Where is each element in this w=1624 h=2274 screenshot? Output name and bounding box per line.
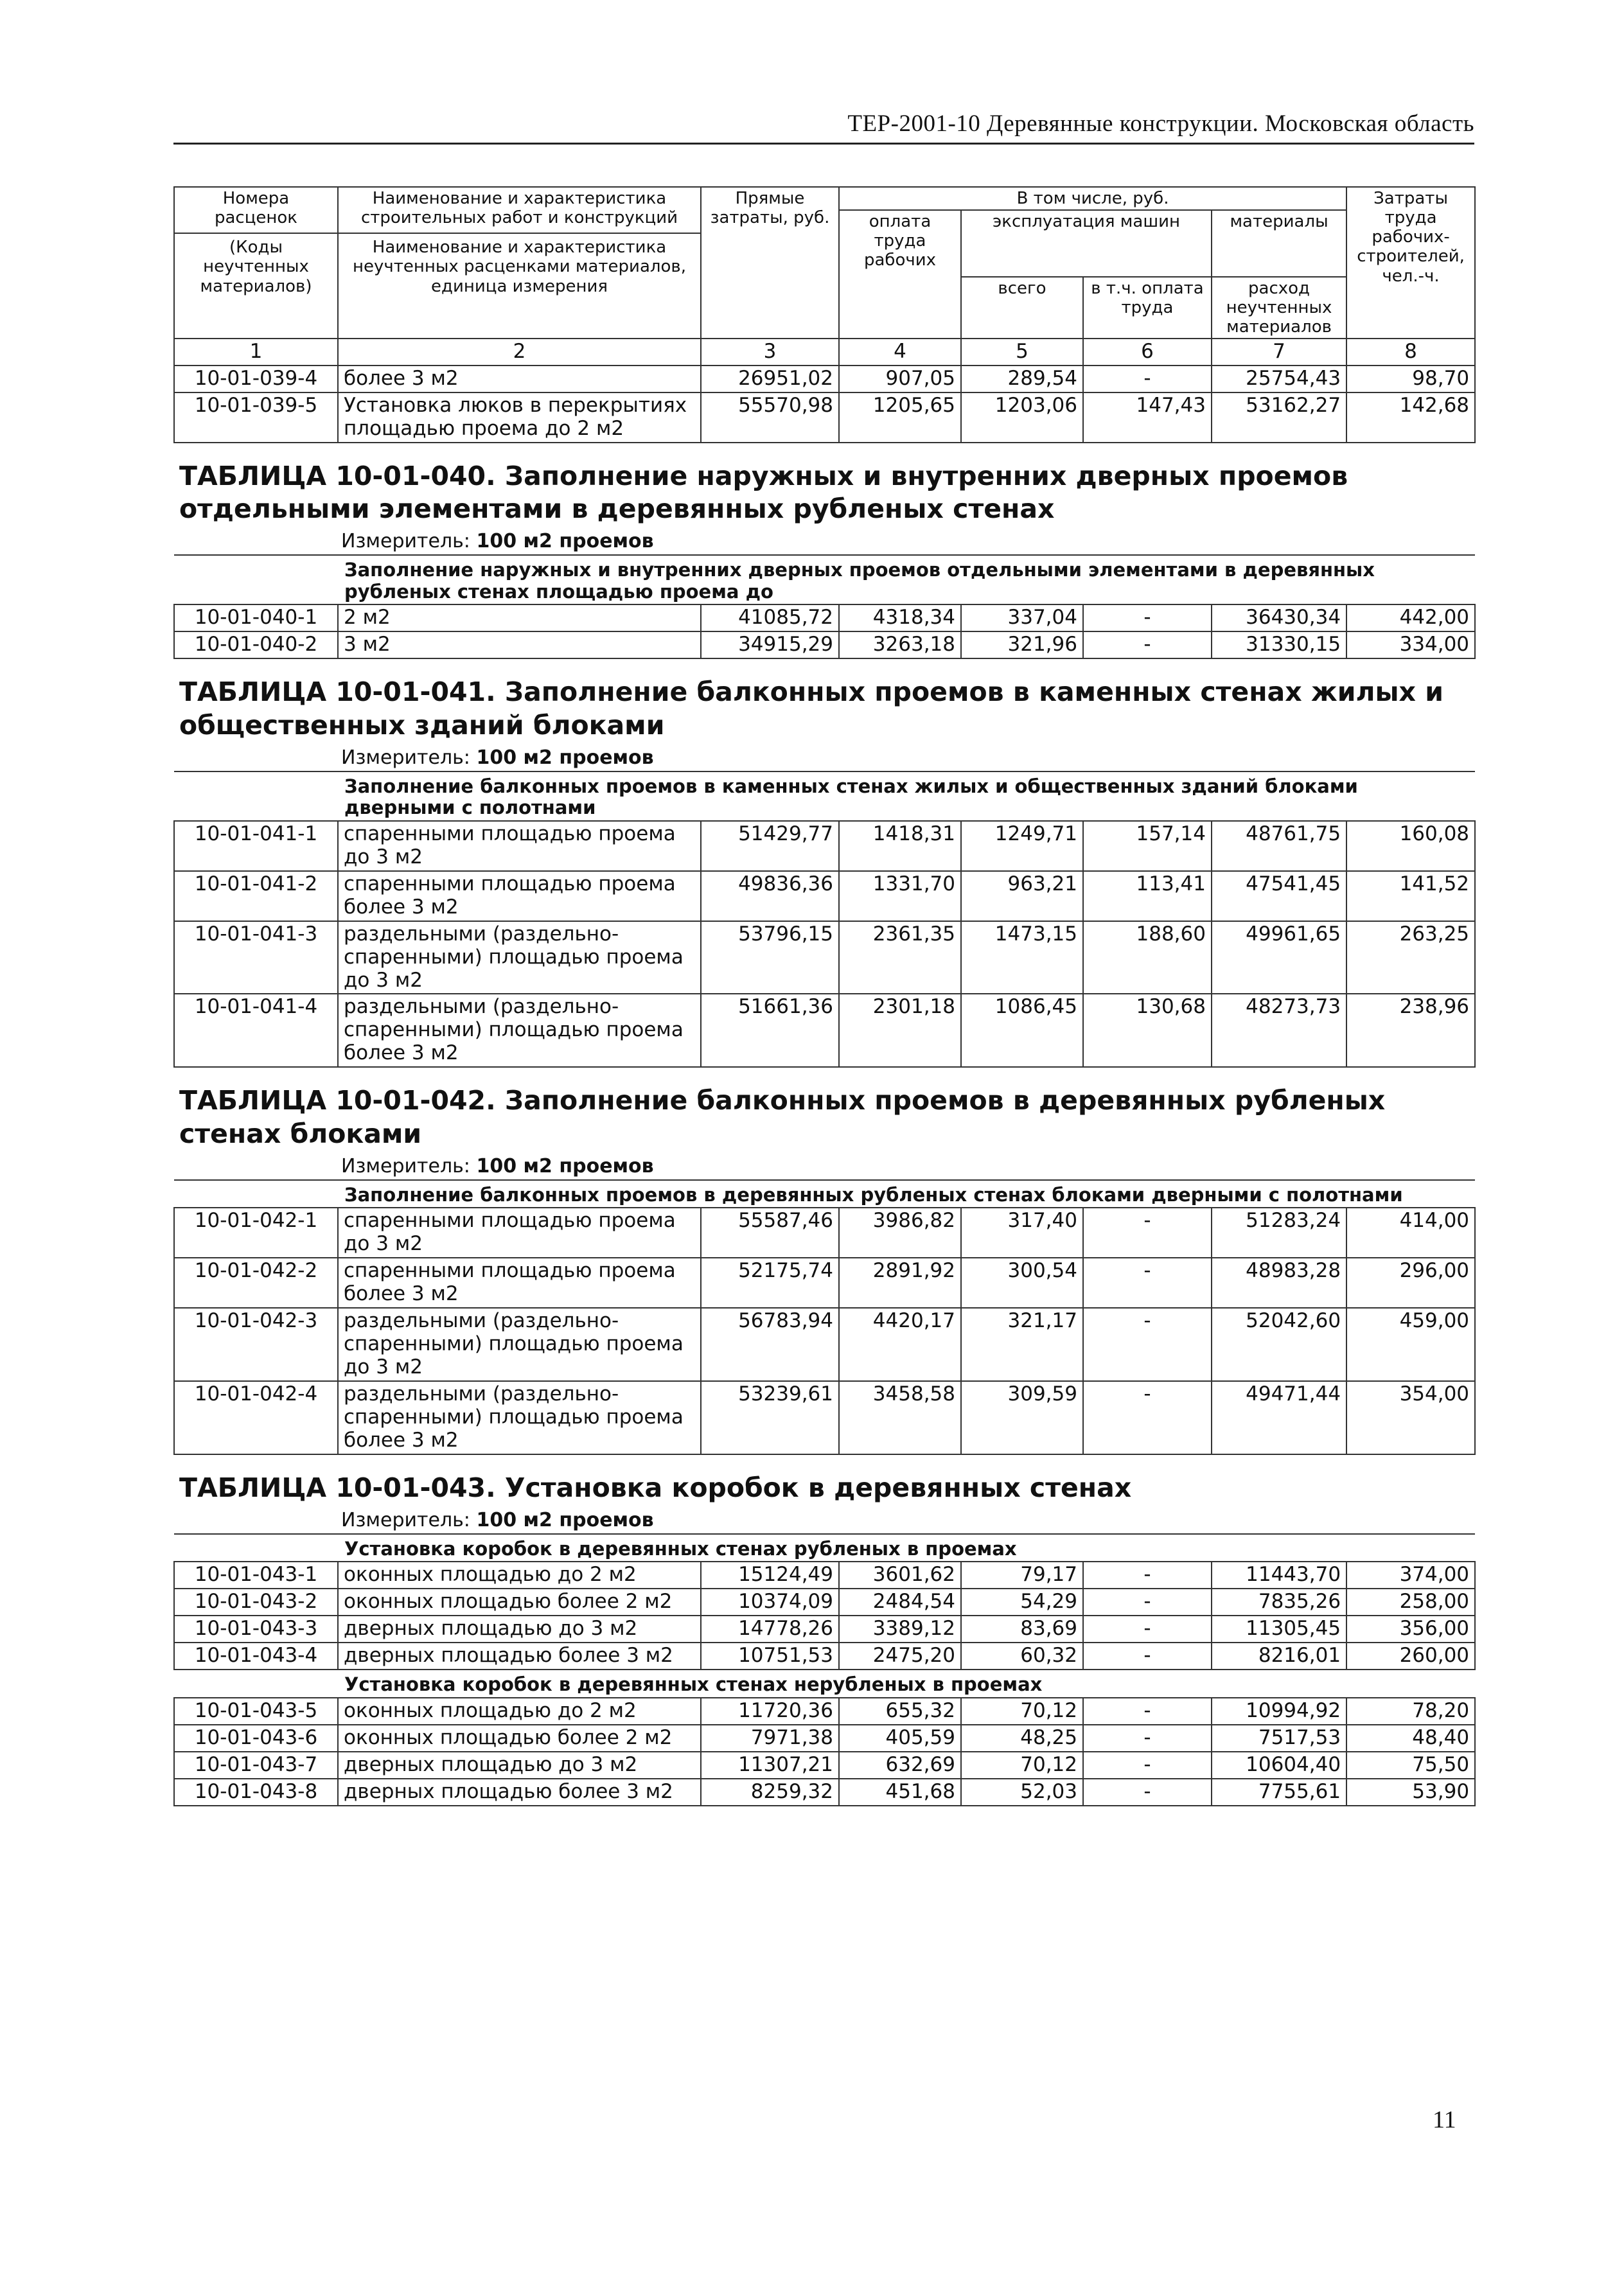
table-row: [174, 921, 1475, 994]
col-header-materials: материалы: [1212, 210, 1346, 276]
value-pay: 632,69: [839, 1752, 961, 1779]
value-direct: 51429,77: [701, 821, 839, 871]
value-mat: 53162,27: [1212, 392, 1346, 443]
value-pay: 2361,35: [839, 921, 961, 994]
value-pay: 1331,70: [839, 871, 961, 921]
value-labor: 142,68: [1346, 392, 1475, 443]
column-numbers-row: [174, 339, 1475, 366]
table-row: [174, 1725, 1475, 1752]
measure-value: 100 м2 проемов: [476, 1509, 654, 1532]
value-labor: 160,08: [1346, 821, 1475, 871]
col-header-incl: В том числе, руб.: [839, 187, 1346, 210]
col-number: 4: [839, 339, 961, 366]
col-header-m-total: всего: [961, 277, 1083, 339]
col-number: 3: [701, 339, 839, 366]
rate-code: 10-01-042-2: [174, 1258, 338, 1308]
value-pay: 2484,54: [839, 1589, 961, 1616]
value-pay: 2475,20: [839, 1643, 961, 1670]
rate-name: спаренными площадью проема более 3 м2: [338, 871, 701, 921]
value-mat: 51283,24: [1212, 1208, 1346, 1258]
value-mpay: -: [1083, 604, 1212, 631]
value-mat: 7835,26: [1212, 1589, 1346, 1616]
value-direct: 49836,36: [701, 871, 839, 921]
rates-table: [173, 186, 1476, 1806]
value-mat: 11305,45: [1212, 1616, 1346, 1643]
rate-code: 10-01-043-6: [174, 1725, 338, 1752]
subsection-row: [174, 1534, 1475, 1562]
table-row: [174, 1643, 1475, 1670]
rate-name: 3 м2: [338, 631, 701, 658]
measure-value: 100 м2 проемов: [476, 530, 654, 553]
value-pay: 3986,82: [839, 1208, 961, 1258]
value-pay: 451,68: [839, 1779, 961, 1806]
rate-code: 10-01-040-2: [174, 631, 338, 658]
table-row: [174, 1589, 1475, 1616]
value-direct: 10374,09: [701, 1589, 839, 1616]
col-header-codes: [174, 187, 338, 339]
rate-name: 2 м2: [338, 604, 701, 631]
rate-name: раздельными (раздельно-спаренными) площадью проема до 3 м2: [338, 921, 701, 994]
measure-row: [174, 746, 1475, 771]
value-mach: 1086,45: [961, 994, 1083, 1067]
table-row: [174, 1258, 1475, 1308]
measure-label: Измеритель:: [341, 530, 470, 553]
value-mach: 48,25: [961, 1725, 1083, 1752]
subsection-title: Заполнение балконных проемов в деревянных рубленых стенах блоками дверными с полотнами: [174, 1180, 1475, 1208]
subsection-title: Установка коробок в деревянных стенах нерубленых в проемах: [174, 1670, 1475, 1698]
value-pay: 1205,65: [839, 392, 961, 443]
table-title-row: [174, 1067, 1475, 1154]
value-mat: 10604,40: [1212, 1752, 1346, 1779]
col-number: 2: [338, 339, 701, 366]
value-mpay: -: [1083, 1208, 1212, 1258]
value-mpay: -: [1083, 1308, 1212, 1381]
col-header-codes-b: (Коды неучтенных материалов): [175, 233, 337, 295]
value-mach: 79,17: [961, 1562, 1083, 1589]
value-mat: 7517,53: [1212, 1725, 1346, 1752]
value-mat: 48273,73: [1212, 994, 1346, 1067]
value-mach: 289,54: [961, 366, 1083, 392]
table-row: [174, 871, 1475, 921]
value-pay: 1418,31: [839, 821, 961, 871]
value-mach: 309,59: [961, 1381, 1083, 1454]
table-row: [174, 1308, 1475, 1381]
rate-code: 10-01-043-5: [174, 1698, 338, 1725]
subsection-title: Заполнение балконных проемов в каменных стенах жилых и общественных зданий блоками дверными с полотнами: [174, 771, 1475, 821]
table-row: [174, 1752, 1475, 1779]
value-mach: 1203,06: [961, 392, 1083, 443]
value-pay: 405,59: [839, 1725, 961, 1752]
header-row: [174, 187, 1475, 210]
table-row: [174, 1208, 1475, 1258]
value-mat: 11443,70: [1212, 1562, 1346, 1589]
value-mach: 54,29: [961, 1589, 1083, 1616]
rate-name: дверных площадью более 3 м2: [338, 1643, 701, 1670]
table-row: [174, 604, 1475, 631]
rate-name: раздельными (раздельно-спаренными) площадью проема более 3 м2: [338, 994, 701, 1067]
value-pay: 2301,18: [839, 994, 961, 1067]
rate-code: 10-01-043-7: [174, 1752, 338, 1779]
value-mpay: -: [1083, 1562, 1212, 1589]
rate-name: спаренными площадью проема до 3 м2: [338, 821, 701, 871]
rate-name: раздельными (раздельно-спаренными) площадью проема более 3 м2: [338, 1381, 701, 1454]
table-row: [174, 1562, 1475, 1589]
value-labor: 98,70: [1346, 366, 1475, 392]
subsection-row: [174, 1180, 1475, 1208]
value-direct: 8259,32: [701, 1779, 839, 1806]
value-mat: 25754,43: [1212, 366, 1346, 392]
value-mach: 60,32: [961, 1643, 1083, 1670]
value-mpay: 157,14: [1083, 821, 1212, 871]
value-mat: 10994,92: [1212, 1698, 1346, 1725]
measure-value: 100 м2 проемов: [476, 1154, 654, 1177]
value-mpay: -: [1083, 1752, 1212, 1779]
rate-name: спаренными площадью проема более 3 м2: [338, 1258, 701, 1308]
measure-label: Измеритель:: [341, 1154, 470, 1177]
value-labor: 263,25: [1346, 921, 1475, 994]
rate-name: дверных площадью до 3 м2: [338, 1752, 701, 1779]
table-row: [174, 1698, 1475, 1725]
col-header-machines: эксплуатация машин: [961, 210, 1212, 276]
value-pay: 2891,92: [839, 1258, 961, 1308]
value-labor: 459,00: [1346, 1308, 1475, 1381]
rate-name: Установка люков в перекрытиях площадью проема до 2 м2: [338, 392, 701, 443]
value-pay: 655,32: [839, 1698, 961, 1725]
value-pay: 3458,58: [839, 1381, 961, 1454]
rate-code: 10-01-040-1: [174, 604, 338, 631]
col-header-codes-a: Номера расценок: [214, 189, 298, 228]
col-number: 7: [1212, 339, 1346, 366]
value-mat: 36430,34: [1212, 604, 1346, 631]
value-mat: 48761,75: [1212, 821, 1346, 871]
value-mach: 70,12: [961, 1752, 1083, 1779]
rate-name: оконных площадью до 2 м2: [338, 1698, 701, 1725]
value-pay: 4318,34: [839, 604, 961, 631]
table-row: [174, 1616, 1475, 1643]
rate-code: 10-01-043-4: [174, 1643, 338, 1670]
value-direct: 26951,02: [701, 366, 839, 392]
value-mpay: -: [1083, 1589, 1212, 1616]
rate-code: 10-01-039-4: [174, 366, 338, 392]
rate-code: 10-01-041-4: [174, 994, 338, 1067]
table-title-row: [174, 658, 1475, 746]
rate-code: 10-01-042-3: [174, 1308, 338, 1381]
value-mpay: -: [1083, 1643, 1212, 1670]
value-pay: 4420,17: [839, 1308, 961, 1381]
value-mpay: -: [1083, 1779, 1212, 1806]
measure-row: [174, 1154, 1475, 1180]
value-labor: 356,00: [1346, 1616, 1475, 1643]
table-title: ТАБЛИЦА 10-01-041. Заполнение балконных проемов в каменных стенах жилых и общественных зданий блоками: [179, 676, 1443, 741]
rate-code: 10-01-039-5: [174, 392, 338, 443]
measure-label: Измеритель:: [341, 1509, 470, 1532]
value-labor: 141,52: [1346, 871, 1475, 921]
col-header-pay: оплата труда рабочих: [839, 210, 961, 339]
value-pay: 3601,62: [839, 1562, 961, 1589]
value-labor: 238,96: [1346, 994, 1475, 1067]
measure-row: [174, 1508, 1475, 1534]
table-title: ТАБЛИЦА 10-01-042. Заполнение балконных проемов в деревянных рубленых стенах блоками: [179, 1085, 1386, 1149]
col-header-name-a: Наименование и характеристика строительных работ и конструкций: [360, 189, 678, 228]
value-mpay: -: [1083, 1381, 1212, 1454]
rate-name: оконных площадью более 2 м2: [338, 1725, 701, 1752]
value-mpay: -: [1083, 1616, 1212, 1643]
value-direct: 55587,46: [701, 1208, 839, 1258]
col-header-direct: Прямые затраты, руб.: [701, 187, 839, 339]
value-mpay: 188,60: [1083, 921, 1212, 994]
value-mach: 337,04: [961, 604, 1083, 631]
value-mat: 48983,28: [1212, 1258, 1346, 1308]
value-mpay: -: [1083, 1725, 1212, 1752]
value-mpay: 130,68: [1083, 994, 1212, 1067]
rate-code: 10-01-041-3: [174, 921, 338, 994]
col-number: 8: [1346, 339, 1475, 366]
table-row: [174, 1381, 1475, 1454]
value-direct: 10751,53: [701, 1643, 839, 1670]
subsection-title: Заполнение наружных и внутренних дверных проемов отдельными элементами в деревянных рубленых стенах площадью проема до: [174, 555, 1475, 604]
rate-name: дверных площадью до 3 м2: [338, 1616, 701, 1643]
rate-code: 10-01-043-3: [174, 1616, 338, 1643]
rate-code: 10-01-041-2: [174, 871, 338, 921]
value-direct: 15124,49: [701, 1562, 839, 1589]
subsection-row: [174, 1670, 1475, 1698]
value-direct: 11720,36: [701, 1698, 839, 1725]
measure-value: 100 м2 проемов: [476, 746, 654, 769]
value-labor: 260,00: [1346, 1643, 1475, 1670]
value-direct: 55570,98: [701, 392, 839, 443]
col-number: 5: [961, 339, 1083, 366]
value-mach: 321,96: [961, 631, 1083, 658]
rate-code: 10-01-042-4: [174, 1381, 338, 1454]
col-number: 6: [1083, 339, 1212, 366]
value-mach: 300,54: [961, 1258, 1083, 1308]
rate-code: 10-01-043-2: [174, 1589, 338, 1616]
value-mpay: 147,43: [1083, 392, 1212, 443]
rate-name: дверных площадью более 3 м2: [338, 1779, 701, 1806]
value-direct: 56783,94: [701, 1308, 839, 1381]
table-title: ТАБЛИЦА 10-01-040. Заполнение наружных и внутренних дверных проемов отдельными элементами в деревянных рубленых стенах: [179, 460, 1348, 525]
value-mpay: -: [1083, 631, 1212, 658]
value-mach: 317,40: [961, 1208, 1083, 1258]
table-title: ТАБЛИЦА 10-01-043. Установка коробок в деревянных стенах: [179, 1472, 1132, 1503]
value-mat: 7755,61: [1212, 1779, 1346, 1806]
value-labor: 258,00: [1346, 1589, 1475, 1616]
value-labor: 442,00: [1346, 604, 1475, 631]
value-mat: 47541,45: [1212, 871, 1346, 921]
value-direct: 51661,36: [701, 994, 839, 1067]
table-row: [174, 1779, 1475, 1806]
rate-name: спаренными площадью проема до 3 м2: [338, 1208, 701, 1258]
col-header-name: [338, 187, 701, 339]
value-mpay: -: [1083, 1698, 1212, 1725]
rate-code: 10-01-042-1: [174, 1208, 338, 1258]
value-mach: 52,03: [961, 1779, 1083, 1806]
value-labor: 78,20: [1346, 1698, 1475, 1725]
value-labor: 414,00: [1346, 1208, 1475, 1258]
rate-name: оконных площадью до 2 м2: [338, 1562, 701, 1589]
value-labor: 75,50: [1346, 1752, 1475, 1779]
value-labor: 53,90: [1346, 1779, 1475, 1806]
value-mat: 49961,65: [1212, 921, 1346, 994]
value-mpay: 113,41: [1083, 871, 1212, 921]
table-title-row: [174, 443, 1475, 530]
rate-name: раздельными (раздельно-спаренными) площадью проема до 3 м2: [338, 1308, 701, 1381]
col-header-m-pay: в т.ч. оплата труда: [1083, 277, 1212, 339]
measure-row: [174, 529, 1475, 555]
value-mach: 321,17: [961, 1308, 1083, 1381]
value-mach: 70,12: [961, 1698, 1083, 1725]
value-pay: 3389,12: [839, 1616, 961, 1643]
table-title-row: [174, 1454, 1475, 1508]
value-labor: 296,00: [1346, 1258, 1475, 1308]
table-row: [174, 994, 1475, 1067]
value-mat: 52042,60: [1212, 1308, 1346, 1381]
rate-code: 10-01-041-1: [174, 821, 338, 871]
value-direct: 41085,72: [701, 604, 839, 631]
value-mach: 83,69: [961, 1616, 1083, 1643]
subsection-title: Установка коробок в деревянных стенах рубленых в проемах: [174, 1534, 1475, 1562]
value-mach: 963,21: [961, 871, 1083, 921]
value-direct: 53239,61: [701, 1381, 839, 1454]
value-labor: 354,00: [1346, 1381, 1475, 1454]
value-mat: 8216,01: [1212, 1643, 1346, 1670]
value-labor: 48,40: [1346, 1725, 1475, 1752]
page-number: 11: [1433, 2106, 1456, 2133]
value-labor: 374,00: [1346, 1562, 1475, 1589]
value-mat: 31330,15: [1212, 631, 1346, 658]
rate-code: 10-01-043-1: [174, 1562, 338, 1589]
rate-name: оконных площадью более 2 м2: [338, 1589, 701, 1616]
subsection-row: [174, 771, 1475, 821]
value-mach: 1249,71: [961, 821, 1083, 871]
table-row: [174, 631, 1475, 658]
table-row: [174, 392, 1475, 443]
table-row: [174, 821, 1475, 871]
rate-name: более 3 м2: [338, 366, 701, 392]
measure-label: Измеритель:: [341, 746, 470, 769]
header-title: ТЕР-2001-10 Деревянные конструкции. Московская область: [847, 110, 1474, 137]
col-header-unaccounted: расход неучтенных материалов: [1212, 277, 1346, 339]
value-mpay: -: [1083, 366, 1212, 392]
value-pay: 907,05: [839, 366, 961, 392]
value-mach: 1473,15: [961, 921, 1083, 994]
col-number: 1: [174, 339, 338, 366]
col-header-name-b: Наименование и характеристика неучтенных расценками материалов, единица измерения: [339, 233, 700, 295]
value-direct: 52175,74: [701, 1258, 839, 1308]
rate-code: 10-01-043-8: [174, 1779, 338, 1806]
col-header-labor: Затраты труда рабочих-строителей, чел.-ч.: [1346, 187, 1475, 339]
subsection-row: [174, 555, 1475, 604]
value-mpay: -: [1083, 1258, 1212, 1308]
value-direct: 53796,15: [701, 921, 839, 994]
value-labor: 334,00: [1346, 631, 1475, 658]
value-mat: 49471,44: [1212, 1381, 1346, 1454]
value-direct: 7971,38: [701, 1725, 839, 1752]
value-direct: 14778,26: [701, 1616, 839, 1643]
page-header: [173, 109, 1474, 145]
value-direct: 34915,29: [701, 631, 839, 658]
value-pay: 3263,18: [839, 631, 961, 658]
table-row: [174, 366, 1475, 392]
value-direct: 11307,21: [701, 1752, 839, 1779]
